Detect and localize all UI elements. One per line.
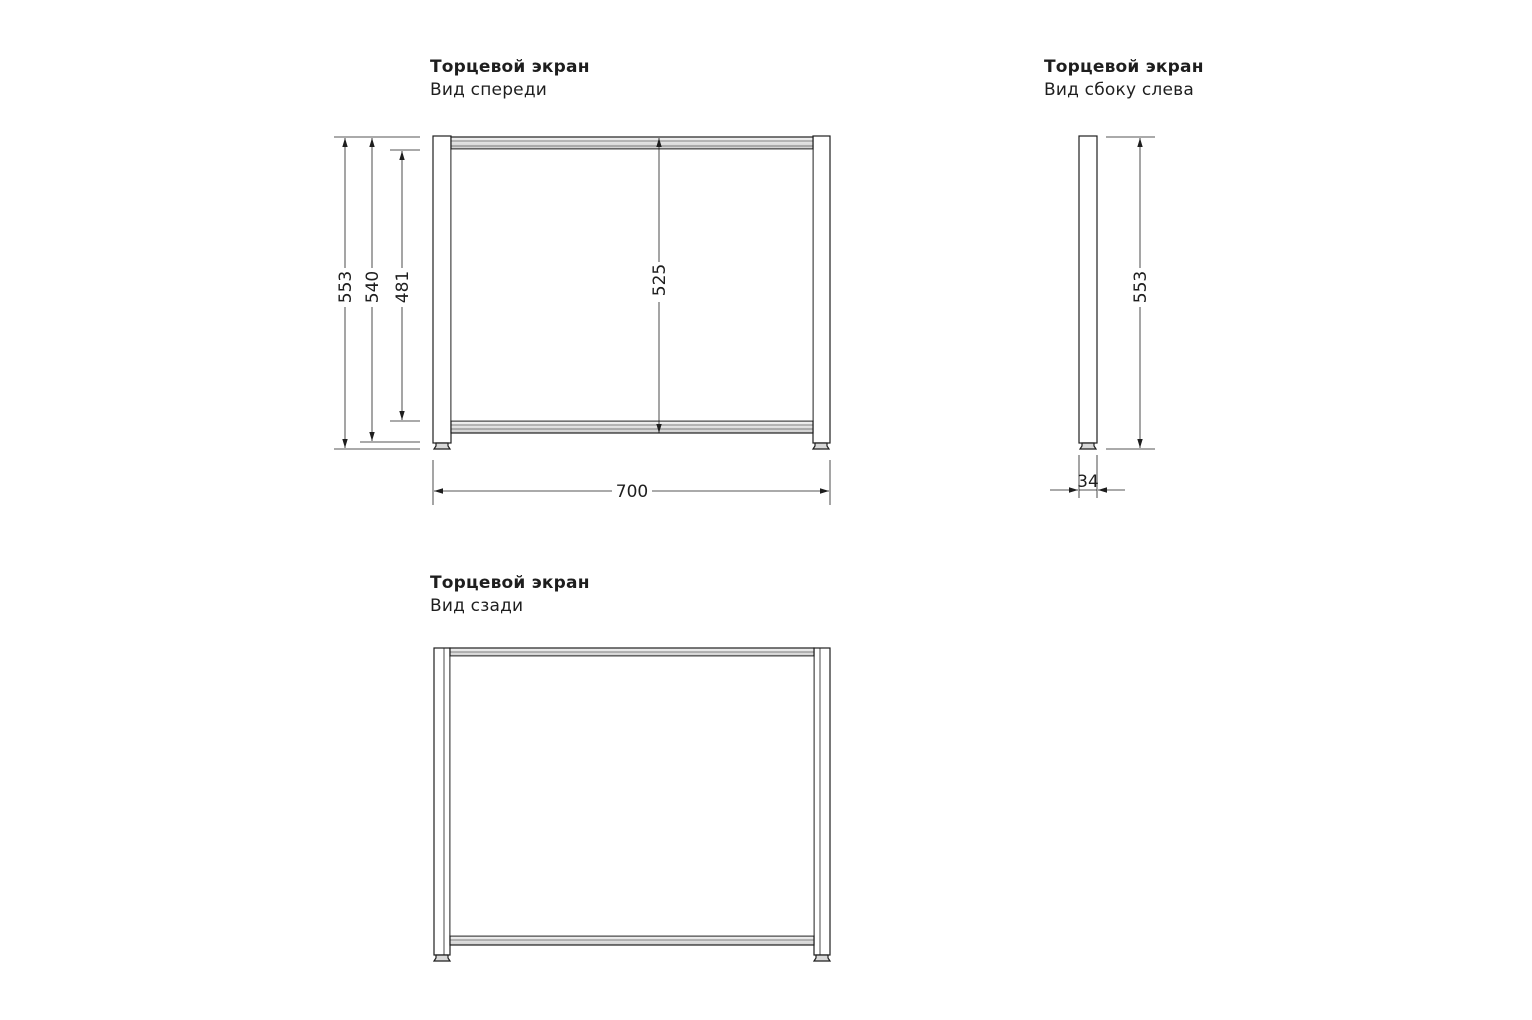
- front-right-foot: [813, 443, 829, 449]
- front-panel: [451, 149, 813, 421]
- rear-view-title: Торцевой экран: [430, 573, 590, 593]
- dim-700-label: 700: [615, 482, 649, 502]
- rear-view-frame: [434, 648, 830, 961]
- dim-481-label: 481: [393, 270, 413, 304]
- front-top-rail: [451, 137, 813, 149]
- front-view-frame: [433, 136, 830, 449]
- rear-bottom-rail: [450, 936, 814, 945]
- dim-34-label: 34: [1077, 472, 1099, 492]
- side-view-frame: [1079, 136, 1097, 449]
- rear-right-foot: [814, 955, 830, 961]
- rear-left-post: [434, 648, 450, 955]
- dim-525-label: 525: [650, 263, 670, 297]
- front-right-post: [813, 136, 830, 443]
- dim-540-label: 540: [363, 270, 383, 304]
- side-post: [1079, 136, 1097, 443]
- front-left-post: [433, 136, 451, 443]
- side-foot: [1080, 443, 1096, 449]
- side-view-subtitle: Вид сбоку слева: [1044, 80, 1194, 100]
- dim-553-label: 553: [336, 270, 356, 304]
- rear-left-foot: [434, 955, 450, 961]
- side-view-title: Торцевой экран: [1044, 57, 1204, 77]
- side-dimensions: [1050, 137, 1155, 498]
- dim-side-553-label: 553: [1131, 270, 1151, 304]
- rear-panel: [450, 656, 814, 936]
- front-bottom-rail: [451, 421, 813, 433]
- front-view-title: Торцевой экран: [430, 57, 590, 77]
- front-left-foot: [434, 443, 450, 449]
- rear-right-post: [814, 648, 830, 955]
- rear-view-subtitle: Вид сзади: [430, 596, 524, 616]
- front-view-subtitle: Вид спереди: [430, 80, 548, 100]
